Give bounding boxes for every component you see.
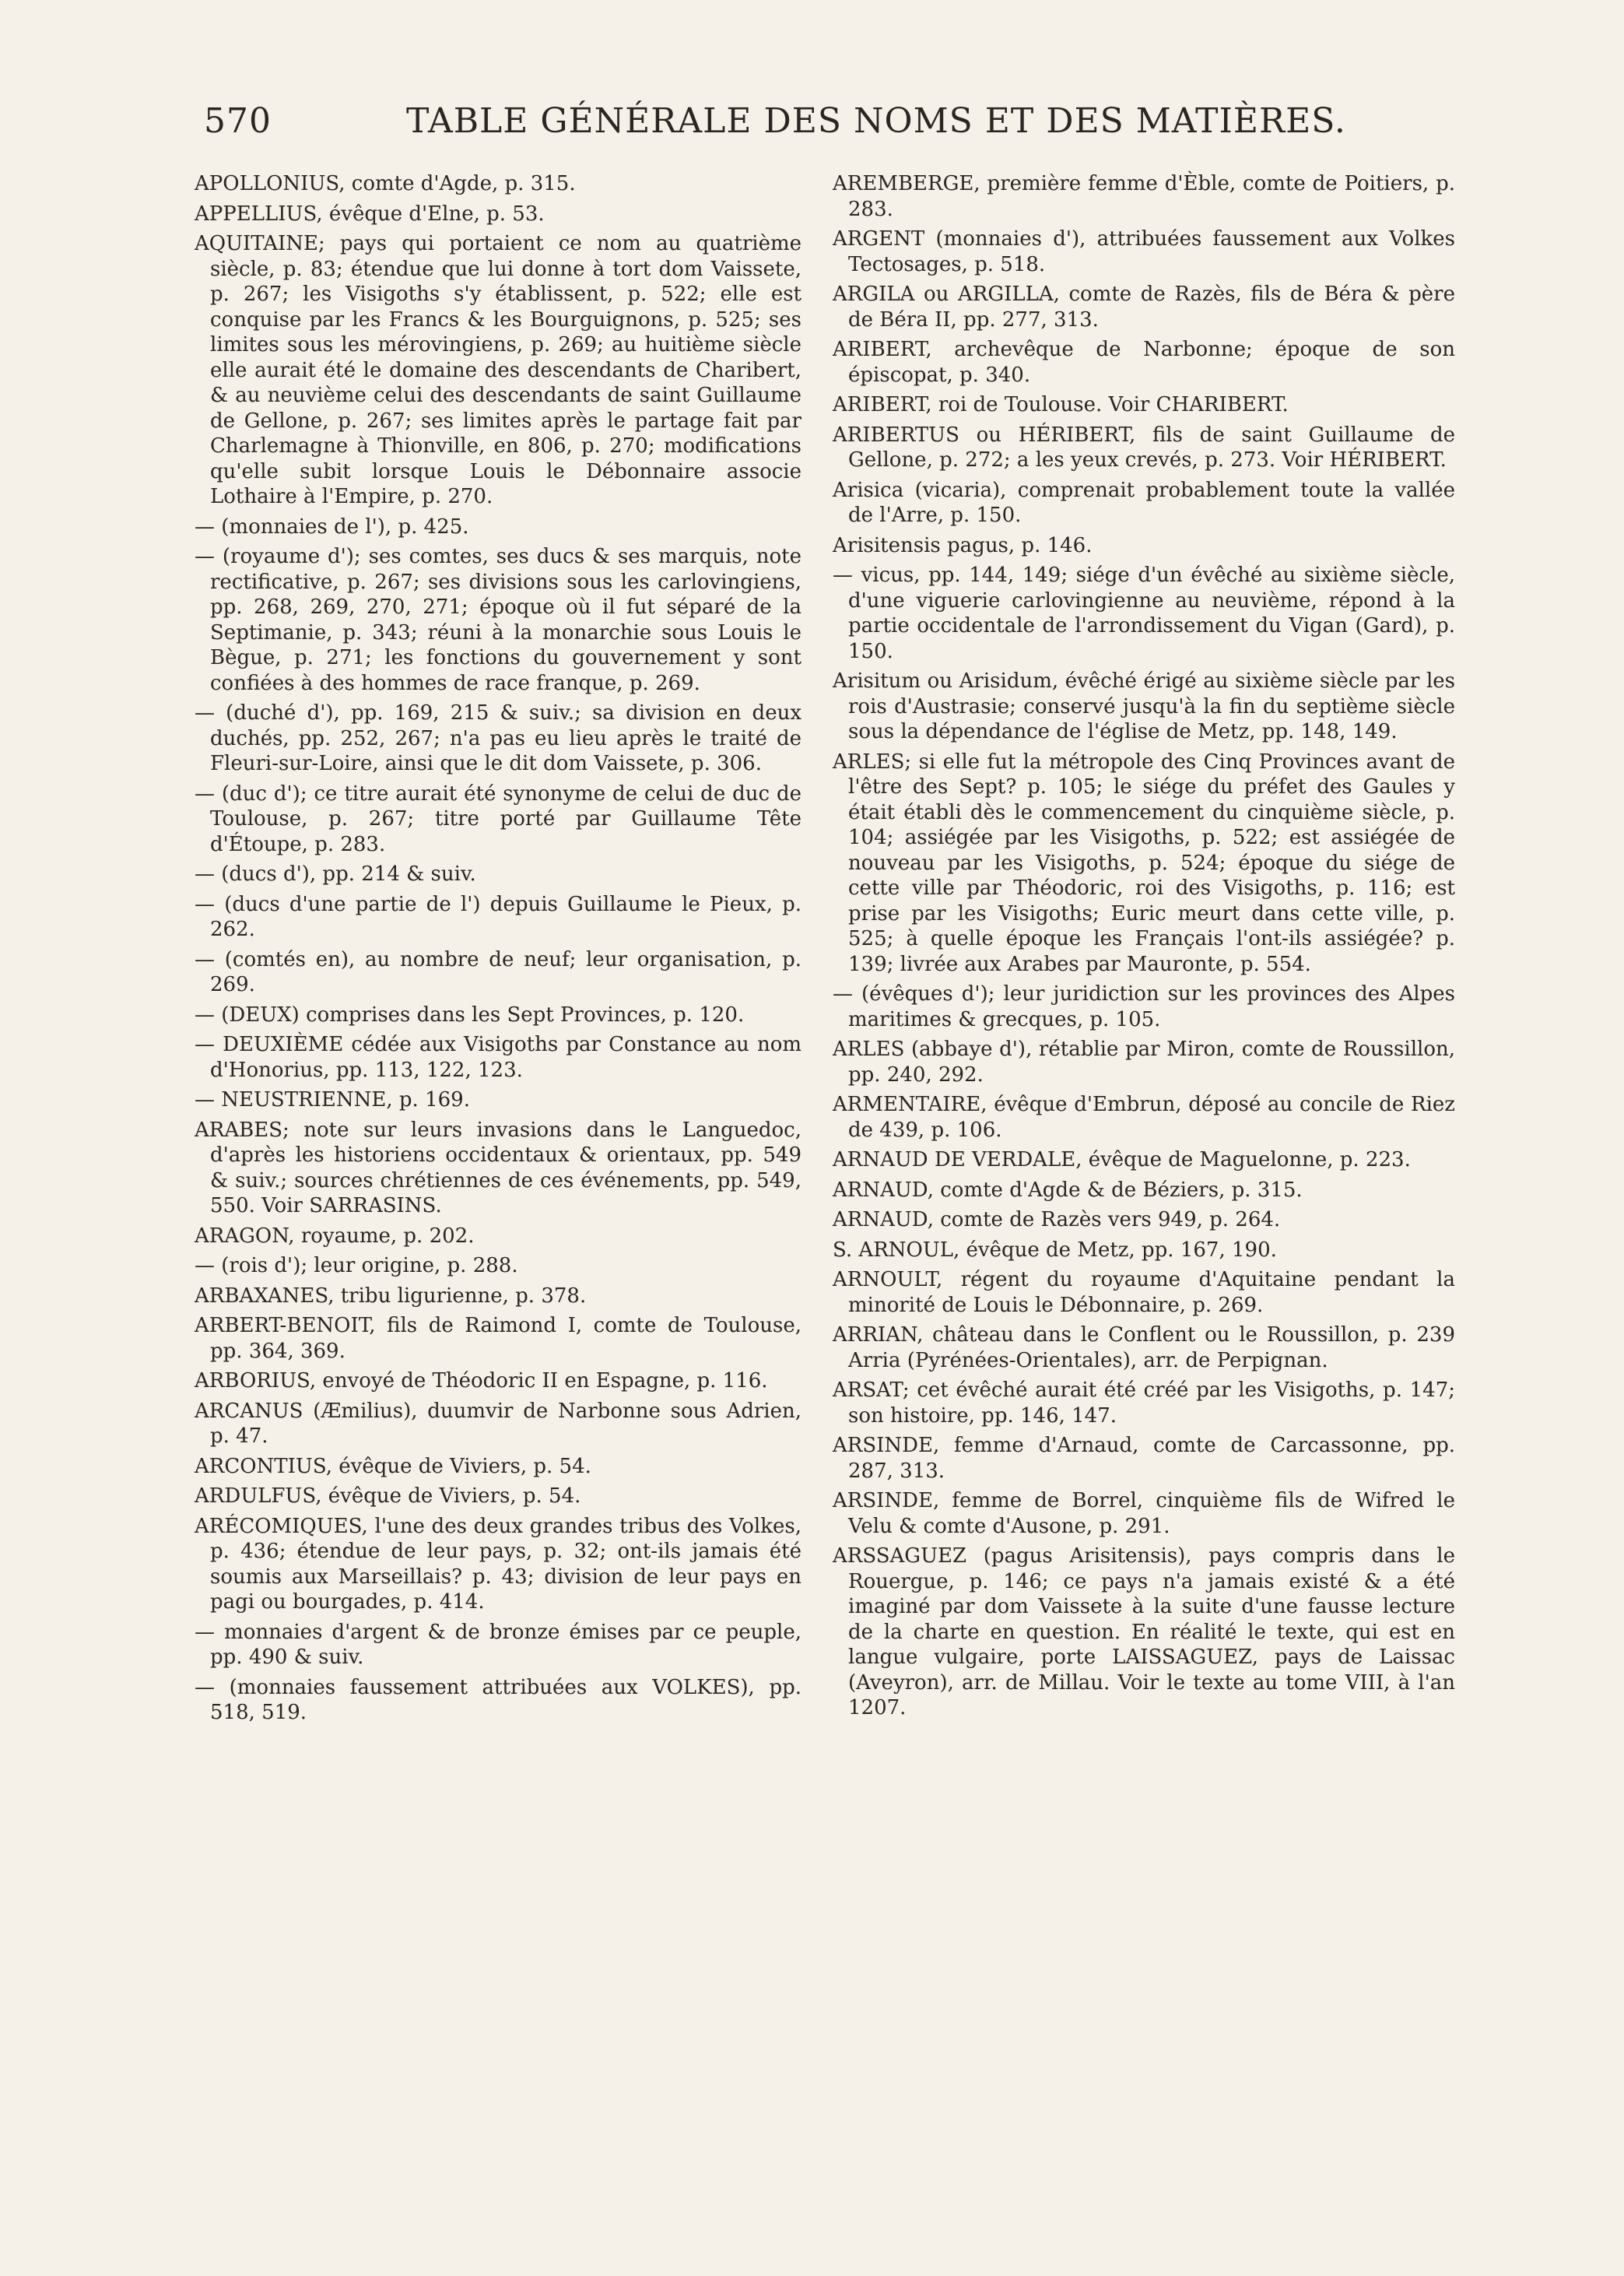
index-entry: S. ARNOUL, évêque de Metz, pp. 167, 190. <box>833 1238 1277 1262</box>
index-entry: ARSINDE, femme de Borrel, cinquième fils de Wifred le Velu & comte d'Ausone, p. 291. <box>833 1489 1455 1538</box>
index-entry: ARNOULT, régent du royaume d'Aquitaine pendant la minorité de Louis le Débonnaire, p. 269. <box>833 1268 1455 1317</box>
index-entry: — (DEUX) comprises dans les Sept Provinces, p. 120. <box>195 1003 745 1027</box>
index-entry: ARIBERT, roi de Toulouse. Voir CHARIBERT. <box>833 393 1289 416</box>
index-entry: ARDULFUS, évêque de Viviers, p. 54. <box>195 1484 581 1508</box>
index-entry: — (rois d'); leur origine, p. 288. <box>195 1254 518 1277</box>
index-entry: ARSSAGUEZ (pagus Arisitensis), pays compris dans le Rouergue, p. 146; ce pays n'a jamais existé & a été imaginé par dom Vaissete à la suite d'une fausse lecture de la charte en question. En réalité le texte, qui est en langue vulgaire, porte LAISSAGUEZ, pays de Laissac (Aveyron), arr. de Millau. Voir le texte au tome VIII, à l'an 1207. <box>833 1544 1455 1719</box>
index-entry: Arisitum ou Arisidum, évêché érigé au sixième siècle par les rois d'Austrasie; conservé jusqu'à la fin du septième siècle sous la dépendance de l'église de Metz, pp. 148, 149. <box>833 669 1455 743</box>
page-header <box>204 101 1346 141</box>
index-entry: AQUITAINE; pays qui portaient ce nom au quatrième siècle, p. 83; étendue que lui donne à tort dom Vaissete, p. 267; les Visigoths s'y établissent, p. 522; elle est conquise par les Francs & les Bourguignons, p. 525; ses limites sous les mérovingiens, p. 269; au huitième siècle elle aurait été le domaine des descendants de Charibert, & au neuvième celui des descendants de saint Guillaume de Gellone, p. 267; ses limites après le partage fait par Charlemagne à Thionville, en 806, p. 270; modifications qu'elle subit lorsque Louis le Débonnaire associe Lothaire à l'Empire, p. 270. <box>195 232 801 508</box>
index-entry: ARABES; note sur leurs invasions dans le Languedoc, d'après les historiens occidentaux & orientaux, pp. 549 & suiv.; sources chrétiennes de ces événements, pp. 549, 550. Voir SARRASINS. <box>195 1118 801 1217</box>
index-entry: ARÉCOMIQUES, l'une des deux grandes tribus des Volkes, p. 436; étendue de leur pays, p. 32; ont-ils jamais été soumis aux Marseillais? p. 43; division de leur pays en pagi ou bourgades, p. 414. <box>195 1514 801 1614</box>
index-entry: — NEUSTRIENNE, p. 169. <box>195 1088 470 1112</box>
index-entry: ARCANUS (Æmilius), duumvir de Narbonne sous Adrien, p. 47. <box>195 1399 801 1448</box>
index-entry: — (ducs d'), pp. 214 & suiv. <box>195 862 476 886</box>
index-entry: ARMENTAIRE, évêque d'Embrun, déposé au concile de Riez de 439, p. 106. <box>833 1093 1455 1142</box>
page-number: 570 <box>204 101 272 141</box>
index-entry: ARBAXANES, tribu ligurienne, p. 378. <box>195 1284 587 1308</box>
index-entry: APPELLIUS, évêque d'Elne, p. 53. <box>195 202 545 226</box>
index-entry: — monnaies d'argent & de bronze émises par ce peuple, pp. 490 & suiv. <box>195 1620 801 1669</box>
page-title: TABLE GÉNÉRALE DES NOMS ET DES MATIÈRES. <box>406 101 1346 141</box>
index-entry: — (comtés en), au nombre de neuf; leur organisation, p. 269. <box>195 947 801 996</box>
index-entry: ARBORIUS, envoyé de Théodoric II en Espagne, p. 116. <box>195 1369 768 1393</box>
index-entry: ARGENT (monnaies d'), attribuées faussement aux Volkes Tectosages, p. 518. <box>833 227 1455 276</box>
index-entry: ARRIAN, château dans le Conflent ou le Roussillon, p. 239 Arria (Pyrénées-Orientales), arr. de Perpignan. <box>833 1323 1455 1372</box>
index-entry: — (monnaies de l'), p. 425. <box>195 515 469 539</box>
index-entry: — (évêques d'); leur juridiction sur les provinces des Alpes maritimes & grecques, p. 105. <box>833 982 1455 1031</box>
index-entry: Arisitensis pagus, p. 146. <box>833 533 1093 557</box>
index-entry: ARNAUD DE VERDALE, évêque de Maguelonne, p. 223. <box>833 1148 1411 1171</box>
index-entry: ARSAT; cet évêché aurait été créé par les Visigoths, p. 147; son histoire, pp. 146, 147. <box>833 1379 1455 1428</box>
index-entry: ARLES (abbaye d'), rétablie par Miron, comte de Roussillon, pp. 240, 292. <box>833 1038 1455 1087</box>
right-column <box>833 171 1455 1726</box>
index-entry: — (ducs d'une partie de l') depuis Guillaume le Pieux, p. 262. <box>195 892 801 941</box>
index-entry: — DEUXIÈME cédée aux Visigoths par Constance au nom d'Honorius, pp. 113, 122, 123. <box>195 1033 801 1082</box>
index-entry: — (duc d'); ce titre aurait été synonyme de celui de duc de Toulouse, p. 267; titre porté par Guillaume Tête d'Étoupe, p. 283. <box>195 781 801 856</box>
index-entry: APOLLONIUS, comte d'Agde, p. 315. <box>195 172 576 195</box>
index-entry: ARGILA ou ARGILLA, comte de Razès, fils de Béra & père de Béra II, pp. 277, 313. <box>833 283 1455 332</box>
index-entry: — (royaume d'); ses comtes, ses ducs & ses marquis, note rectificative, p. 267; ses divisions sous les carlovingiens, pp. 268, 269, 270, 271; époque où il fut séparé de la Septimanie, p. 343; réuni à la monarchie sous Louis le Bègue, p. 271; les fonctions du gouvernement y sont confiées à des hommes de race franque, p. 269. <box>195 545 801 695</box>
index-entry: ARIBERTUS ou HÉRIBERT, fils de saint Guillaume de Gellone, p. 272; a les yeux crevés, p. 273. Voir HÉRIBERT. <box>833 423 1455 472</box>
index-entry: ARIBERT, archevêque de Narbonne; époque de son épiscopat, p. 340. <box>833 338 1455 387</box>
index-entry: — (monnaies faussement attribuées aux VOLKES), pp. 518, 519. <box>195 1675 801 1724</box>
index-entry: ARNAUD, comte de Razès vers 949, p. 264. <box>833 1208 1281 1231</box>
index-entry: ARNAUD, comte d'Agde & de Béziers, p. 315. <box>833 1178 1303 1202</box>
index-entry: AREMBERGE, première femme d'Èble, comte de Poitiers, p. 283. <box>833 172 1455 221</box>
index-entry: — (duché d'), pp. 169, 215 & suiv.; sa division en deux duchés, pp. 252, 267; n'a pas eu lieu après le traité de Fleuri-sur-Loire, ainsi que le dit dom Vaissete, p. 306. <box>195 701 801 775</box>
index-entry: ARSINDE, femme d'Arnaud, comte de Carcassonne, pp. 287, 313. <box>833 1434 1455 1483</box>
index-entry: ARAGON, royaume, p. 202. <box>195 1224 475 1248</box>
index-entry: ARLES; si elle fut la métropole des Cinq Provinces avant de l'être des Sept? p. 105; le siége du préfet des Gaules y était établi dès le commencement du cinquième siècle, p. 104; assiégée par les Visigoths, p. 522; est assiégée de nouveau par les Visigoths, p. 524; époque du siége de cette ville par Théodoric, roi des Visigoths, p. 116; est prise par les Visigoths; Euric meurt dans cette ville, p. 525; à quelle époque les Français l'ont-ils assiégée? p. 139; livrée aux Arabes par Mauronte, p. 554. <box>833 750 1455 976</box>
index-entry: ARCONTIUS, évêque de Viviers, p. 54. <box>195 1454 591 1478</box>
index-entry: — vicus, pp. 144, 149; siége d'un évêché au sixième siècle, d'une viguerie carlovingienne au neuvième, répond à la partie occidentale de l'arrondissement du Vigan (Gard), p. 150. <box>833 564 1455 663</box>
index-entry: Arisica (vicaria), comprenait probablement toute la vallée de l'Arre, p. 150. <box>833 478 1455 527</box>
index-entry: ARBERT-BENOIT, fils de Raimond I, comte de Toulouse, pp. 364, 369. <box>195 1314 801 1363</box>
left-column <box>195 171 801 1730</box>
